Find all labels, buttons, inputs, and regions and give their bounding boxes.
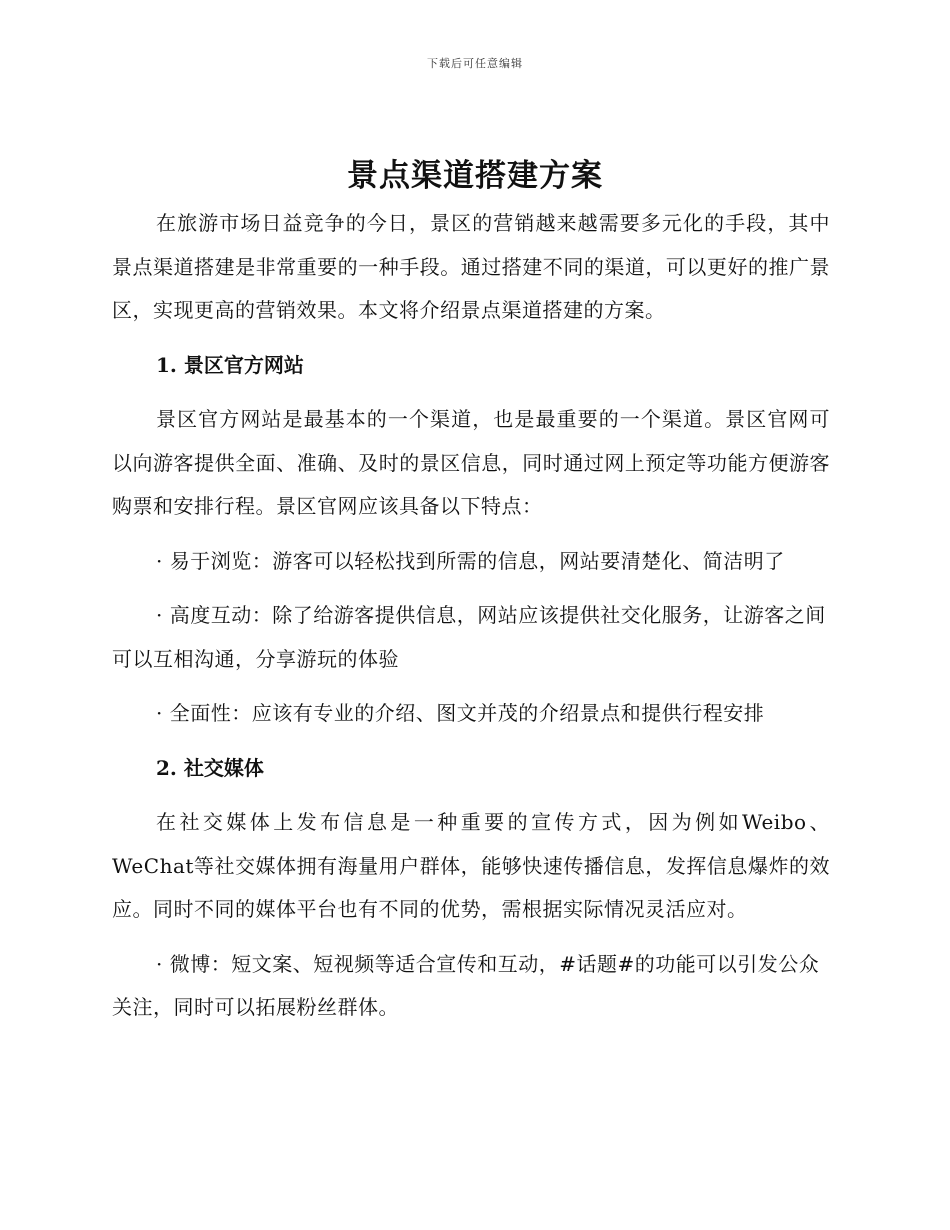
section-2-heading: 2. 社交媒体 — [156, 755, 264, 780]
document-body — [112, 202, 830, 1041]
section-1-paragraph: 景区官方网站是最基本的一个渠道，也是最重要的一个渠道。景区官网可以向游客提供全面、准确、及时的景区信息，同时通过网上预定等功能方便游客购票和安排行程。景区官网应该具备以下特点： — [112, 407, 830, 518]
section-1-bullet-1: · 易于浏览：游客可以轻松找到所需的信息，网站要清楚化、简洁明了 — [156, 548, 785, 573]
header-note: 下载后可任意编辑 — [427, 57, 523, 70]
section-2-bullet-1: · 微博：短文案、短视频等适合宣传和互动，#话题#的功能可以引发公众关注，同时可以拓展粉丝群体。 — [112, 951, 820, 1019]
section-1-heading: 1. 景区官方网站 — [156, 352, 304, 377]
section-1-bullet-2: · 高度互动：除了给游客提供信息，网站应该提供社交化服务，让游客之间可以互相沟通，分享游玩的体验 — [112, 603, 826, 671]
document-title: 景点渠道搭建方案 — [347, 158, 603, 194]
section-2-paragraph: 在社交媒体上发布信息是一种重要的宣传方式，因为例如Weibo、WeChat等社交媒体拥有海量用户群体，能够快速传播信息，发挥信息爆炸的效应。同时不同的媒体平台也有不同的优势，需根据实际情况灵活应对。 — [112, 810, 830, 921]
intro-paragraph: 在旅游市场日益竞争的今日，景区的营销越来越需要多元化的手段，其中景点渠道搭建是非常重要的一种手段。通过搭建不同的渠道，可以更好的推广景区，实现更高的营销效果。本文将介绍景点渠道搭建的方案。 — [112, 211, 830, 322]
section-1-bullet-3: · 全面性：应该有专业的介绍、图文并茂的介绍景点和提供行程安排 — [156, 701, 765, 725]
